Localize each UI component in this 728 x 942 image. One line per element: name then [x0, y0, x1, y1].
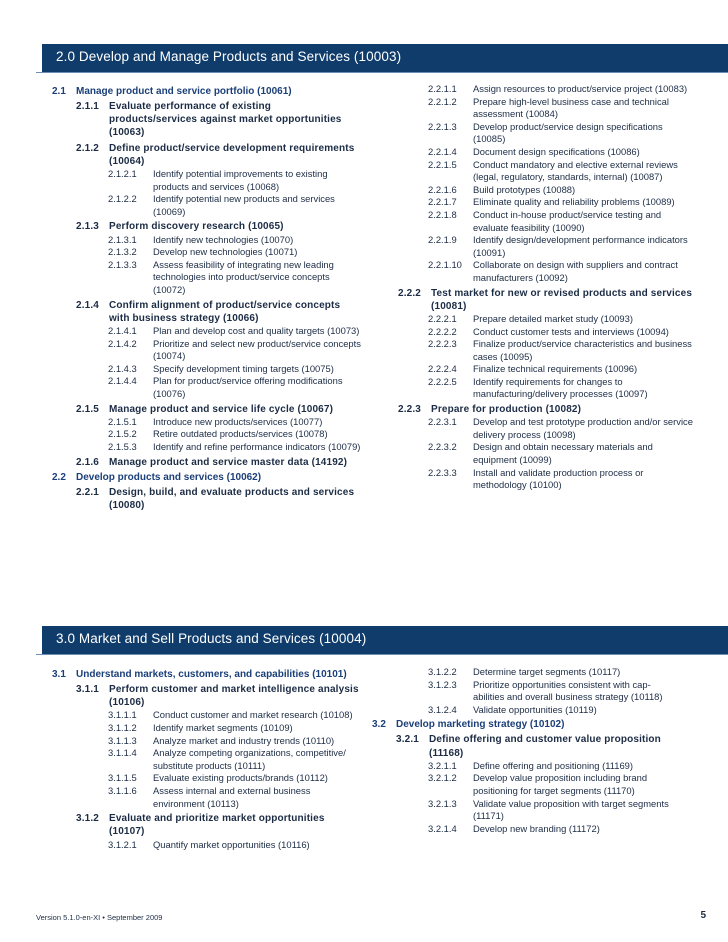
- outline-text: Quantify market opportunities (10116): [153, 838, 310, 850]
- outline-text: Conduct customer tests and interviews (10094): [473, 325, 669, 337]
- outline-text: Eliminate quality and reliability problems (10089): [473, 196, 675, 208]
- outline-number: 2.2.2.4: [428, 363, 457, 375]
- section-title-2: 2.0 Develop and Manage Products and Services (10003): [56, 49, 402, 64]
- outline-text: Define product/service development requirements (10064): [109, 142, 355, 167]
- outline-item-level-3: [428, 467, 693, 492]
- outline-number: 3.1.1.1: [108, 709, 137, 721]
- outline-text: Perform customer and market intelligence analysis (10106): [109, 684, 359, 709]
- outline-text: Analyze market and industry trends (10110): [153, 734, 335, 746]
- outline-number: 2.1.5: [76, 403, 99, 415]
- outline-number: 3.2.1.4: [428, 822, 457, 834]
- outline-item-level-3: [428, 704, 672, 717]
- outline-item-level-3: [108, 234, 362, 247]
- outline-text: Validate value proposition with target segments (11171): [473, 797, 669, 822]
- section-banner-3: [42, 626, 728, 654]
- outline-text: Analyze competing organizations, competitive/ substitute products (10111): [153, 747, 346, 771]
- outline-text: Identify potential new products and services (10069): [153, 193, 335, 217]
- outline-item-level-3: [428, 184, 693, 197]
- outline-item-level-2: [76, 100, 362, 140]
- outline-item-level-3: [108, 785, 362, 810]
- outline-number: 2.1.4: [76, 299, 99, 311]
- outline-text: Retire outdated products/services (10078): [153, 428, 328, 440]
- outline-item-level-3: [428, 798, 672, 823]
- outline-text: Evaluate existing products/brands (10112): [153, 772, 328, 784]
- outline-text: Validate opportunities (10119): [473, 703, 597, 715]
- outline-item-level-2: [396, 733, 672, 759]
- outline-number: 3.1.1.3: [108, 734, 137, 746]
- outline-number: 3.1.2: [76, 813, 99, 825]
- outline-text: Test market for new or revised products and services (10081): [431, 287, 693, 312]
- outline-text: Plan for product/service offering modifications (10076): [153, 375, 343, 399]
- outline-item-level-3: [108, 747, 362, 772]
- outline-item-level-2: [76, 456, 362, 469]
- outline-text: Evaluate performance of existing products/services against market opportunities (10063): [109, 101, 342, 139]
- outline-item-level-2: [76, 299, 362, 325]
- outline-number: 2.1.3: [76, 221, 99, 233]
- outline-item-level-3: [428, 159, 693, 184]
- outline-text: Prepare detailed market study (10093): [473, 312, 633, 324]
- outline-text: Develop new branding (11172): [473, 822, 600, 834]
- outline-text: Develop marketing strategy (10102): [396, 719, 565, 731]
- outline-text: Conduct mandatory and elective external reviews (legal, regulatory, standards, internal) (10087): [473, 158, 678, 183]
- outline-item-level-3: [428, 679, 672, 704]
- outline-item-level-3: [428, 83, 693, 96]
- section3-left-column: [52, 666, 362, 851]
- outline-text: Design and obtain necessary materials and equipment (10099): [473, 441, 653, 466]
- section-banner-2: [42, 44, 728, 72]
- outline-number: 2.2.1.10: [428, 259, 462, 271]
- outline-item-level-3: [428, 259, 693, 284]
- outline-text: Prioritize opportunities consistent with cap- abilities and overall business strategy (10118): [473, 678, 663, 703]
- outline-item-level-3: [428, 338, 693, 363]
- outline-number: 3.1.2.3: [428, 678, 457, 690]
- outline-item-level-3: [428, 760, 672, 773]
- outline-number: 2.1.2.1: [108, 168, 137, 180]
- section-rule-3: [36, 654, 728, 655]
- outline-number: 3.1.1: [76, 684, 99, 695]
- outline-item-level-3: [428, 441, 693, 466]
- outline-number: 2.2.1.6: [428, 183, 457, 195]
- outline-number: 2.2.3: [398, 404, 421, 416]
- outline-number: 3.2.1.3: [428, 797, 457, 809]
- outline-text: Prepare high-level business case and technical assessment (10084): [473, 95, 669, 120]
- section-title-3: 3.0 Market and Sell Products and Services (10004): [56, 631, 367, 646]
- section3-right-column: [372, 666, 672, 835]
- outline-item-level-3: [428, 326, 693, 339]
- outline-number: 2.2.1.1: [428, 83, 457, 94]
- outline-number: 2.1.6: [76, 456, 99, 468]
- outline-text: Manage product and service master data (14192): [109, 456, 348, 468]
- outline-number: 2.2.1.4: [428, 145, 457, 157]
- outline-item-level-3: [108, 441, 362, 454]
- outline-number: 3.2.1: [396, 734, 419, 746]
- outline-item-level-3: [108, 325, 362, 338]
- outline-number: 2.1.2: [76, 142, 99, 154]
- outline-text: Define offering and positioning (11169): [473, 759, 634, 771]
- outline-item-level-3: [108, 416, 362, 429]
- outline-number: 2.2.1.3: [428, 120, 457, 132]
- outline-text: Perform discovery research (10065): [109, 221, 284, 233]
- outline-number: 2.1.5.2: [108, 428, 137, 440]
- outline-text: Plan and develop cost and quality targets (10073): [153, 324, 360, 336]
- outline-number: 2.2.1.5: [428, 158, 457, 170]
- outline-item-level-2: [76, 486, 362, 512]
- outline-text: Determine target segments (10117): [473, 666, 621, 677]
- outline-text: Manage product and service portfolio (10061): [76, 86, 292, 97]
- outline-item-level-3: [108, 338, 362, 363]
- outline-number: 3.1: [52, 669, 66, 680]
- outline-item-level-3: [108, 168, 362, 193]
- outline-item-level-3: [428, 666, 672, 679]
- outline-item-level-3: [108, 259, 362, 297]
- outline-text: Develop and test prototype production and/or service delivery process (10098): [473, 416, 693, 440]
- outline-text: Introduce new products/services (10077): [153, 415, 323, 427]
- outline-item-level-3: [428, 376, 693, 401]
- outline-text: Assign resources to product/service project (10083): [473, 83, 688, 94]
- outline-number: 3.1.2.1: [108, 838, 137, 850]
- section2-left-column: [52, 83, 362, 512]
- outline-number: 2.2.1.2: [428, 95, 457, 107]
- outline-number: 2.1: [52, 86, 66, 97]
- outline-text: Finalize technical requirements (10096): [473, 363, 638, 375]
- outline-number: 2.1.4.4: [108, 375, 137, 387]
- outline-text: Identify design/development performance indicators (10091): [473, 234, 688, 258]
- outline-text: Specify development timing targets (10075): [153, 362, 334, 374]
- outline-number: 2.1.1: [76, 101, 99, 112]
- outline-number: 3.1.1.6: [108, 784, 137, 796]
- outline-text: Understand markets, customers, and capabilities (10101): [76, 669, 347, 680]
- outline-number: 2.2.2.2: [428, 325, 457, 337]
- outline-item-level-1: [52, 471, 362, 484]
- outline-text: Build prototypes (10088): [473, 183, 576, 195]
- outline-text: Develop new technologies (10071): [153, 246, 298, 258]
- outline-number: 2.1.4.3: [108, 362, 137, 374]
- outline-number: 2.2: [52, 471, 66, 483]
- outline-text: Document design specifications (10086): [473, 145, 640, 157]
- outline-item-level-3: [108, 193, 362, 218]
- outline-item-level-3: [428, 96, 693, 121]
- outline-text: Confirm alignment of product/service concepts with business strategy (10066): [109, 299, 341, 324]
- outline-number: 3.2: [372, 719, 386, 731]
- outline-item-level-3: [428, 823, 672, 836]
- outline-number: 3.1.1.2: [108, 722, 137, 733]
- outline-number: 3.2.1.2: [428, 772, 457, 784]
- outline-item-level-1: [52, 85, 362, 98]
- outline-item-level-2: [398, 287, 693, 313]
- outline-item-level-3: [428, 772, 672, 797]
- outline-number: 2.2.1.7: [428, 196, 457, 208]
- outline-text: Manage product and service life cycle (10067): [109, 403, 334, 415]
- outline-text: Identify potential improvements to existing products and services (10068): [153, 168, 328, 192]
- outline-item-level-3: [428, 121, 693, 146]
- section-rule-2: [36, 72, 728, 73]
- outline-number: 2.2.3.1: [428, 416, 457, 428]
- outline-number: 2.2.2: [398, 287, 421, 299]
- outline-text: Collaborate on design with suppliers and contract manufacturers (10092): [473, 259, 678, 283]
- outline-item-level-2: [398, 403, 693, 416]
- outline-text: Identify new technologies (10070): [153, 233, 294, 245]
- outline-item-level-3: [108, 839, 362, 852]
- outline-number: 2.1.3.2: [108, 246, 137, 258]
- outline-item-level-3: [108, 246, 362, 259]
- outline-text: Develop value proposition including brand positioning for target segments (11170): [473, 772, 648, 796]
- outline-text: Identify and refine performance indicators (10079): [153, 440, 361, 452]
- outline-item-level-2: [76, 812, 362, 838]
- outline-number: 3.2.1.1: [428, 759, 457, 771]
- outline-number: 2.2.3.2: [428, 441, 457, 453]
- footer-page-number: 5: [700, 910, 706, 921]
- outline-item-level-3: [428, 234, 693, 259]
- outline-text: Prioritize and select new product/service concepts (10074): [153, 337, 361, 362]
- outline-item-level-3: [108, 735, 362, 748]
- outline-item-level-3: [108, 375, 362, 400]
- outline-number: 2.1.2.2: [108, 193, 137, 205]
- outline-item-level-3: [428, 416, 693, 441]
- outline-number: 3.1.1.4: [108, 747, 137, 759]
- outline-item-level-1: [52, 668, 362, 681]
- outline-number: 2.1.3.1: [108, 233, 137, 245]
- outline-text: Evaluate and prioritize market opportunities (10107): [109, 813, 325, 838]
- outline-number: 2.2.3.3: [428, 466, 457, 478]
- outline-item-level-2: [76, 403, 362, 416]
- outline-item-level-3: [108, 722, 362, 735]
- outline-number: 2.1.5.3: [108, 440, 137, 452]
- outline-text: Define offering and customer value proposition (11168): [429, 734, 661, 759]
- outline-item-level-3: [428, 363, 693, 376]
- outline-text: Design, build, and evaluate products and services (10080): [109, 486, 355, 511]
- outline-number: 2.2.1.9: [428, 234, 457, 246]
- outline-item-level-3: [108, 709, 362, 722]
- outline-text: Install and validate production process or methodology (10100): [473, 466, 644, 491]
- outline-text: Conduct customer and market research (10108): [153, 709, 353, 721]
- outline-text: Identify market segments (10109): [153, 722, 293, 733]
- outline-text: Develop product/service design specifications (10085): [473, 120, 663, 145]
- outline-text: Identify requirements for changes to manufacturing/delivery processes (10097): [473, 375, 648, 400]
- outline-text: Assess feasibility of integrating new leading technologies into product/service concepts (10072): [153, 258, 334, 295]
- outline-number: 3.1.1.5: [108, 772, 137, 784]
- outline-item-level-3: [108, 363, 362, 376]
- outline-item-level-3: [428, 196, 693, 209]
- outline-number: 3.1.2.4: [428, 703, 457, 715]
- outline-item-level-2: [76, 683, 362, 709]
- outline-number: 2.1.4.2: [108, 337, 137, 349]
- outline-text: Conduct in-house product/service testing and evaluate feasibility (10090): [473, 208, 662, 233]
- outline-item-level-1: [372, 718, 672, 731]
- outline-item-level-3: [428, 313, 693, 326]
- outline-number: 2.1.3.3: [108, 258, 137, 270]
- outline-item-level-2: [76, 142, 362, 168]
- outline-number: 2.2.2.5: [428, 375, 457, 387]
- section2-right-column: [398, 83, 693, 492]
- outline-number: 2.2.2.1: [428, 312, 457, 324]
- outline-item-level-3: [108, 772, 362, 785]
- outline-item-level-2: [76, 220, 362, 233]
- outline-number: 2.2.2.3: [428, 338, 457, 350]
- footer-version: Version 5.1.0-en-XI • September 2009: [36, 913, 163, 922]
- outline-number: 2.2.1.8: [428, 208, 457, 220]
- outline-item-level-3: [428, 146, 693, 159]
- outline-number: 2.1.5.1: [108, 415, 137, 427]
- outline-text: Develop products and services (10062): [76, 471, 262, 483]
- outline-item-level-3: [108, 428, 362, 441]
- outline-item-level-3: [428, 209, 693, 234]
- outline-number: 3.1.2.2: [428, 666, 457, 677]
- outline-number: 2.1.4.1: [108, 324, 137, 336]
- outline-text: Assess internal and external business environment (10113): [153, 784, 311, 809]
- outline-text: Finalize product/service characteristics and business cases (10095): [473, 338, 692, 362]
- outline-text: Prepare for production (10082): [431, 404, 582, 416]
- outline-number: 2.2.1: [76, 486, 99, 498]
